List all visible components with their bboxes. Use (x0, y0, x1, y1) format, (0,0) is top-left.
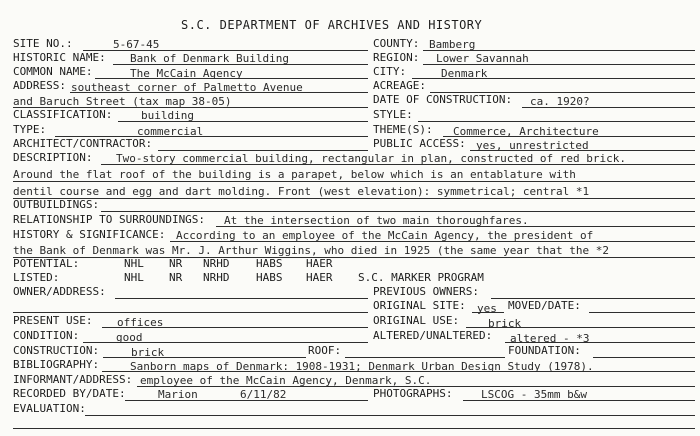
foundation-label: FOUNDATION: (508, 344, 581, 357)
potential-habs: HABS (256, 257, 283, 270)
listed-label: LISTED: (13, 271, 60, 284)
historic-name-value: Bank of Denmark Building (130, 52, 289, 65)
original-site-value: yes (477, 302, 497, 315)
classification-value: building (141, 109, 194, 122)
listed-nhl: NHL (124, 271, 144, 284)
description-line-2 (13, 181, 695, 182)
common-name-value: The McCain Agency (130, 67, 243, 80)
architect-label: ARCHITECT/CONTRACTOR: (13, 137, 153, 150)
owner-line (115, 298, 368, 299)
foundation-line (593, 357, 695, 358)
potential-nr: NR (169, 257, 183, 270)
acreage-label: ACREAGE: (373, 79, 426, 92)
common-name-label: COMMON NAME: (13, 65, 93, 78)
classification-label: CLASSIFICATION: (13, 108, 113, 121)
roof-line (345, 357, 505, 358)
description-label: DESCRIPTION: (13, 151, 93, 164)
altered-value: altered - *3 (510, 332, 590, 345)
county-label: COUNTY: (373, 37, 420, 50)
history-label: HISTORY & SIGNIFICANCE: (13, 228, 166, 241)
form-header: S.C. DEPARTMENT OF ARCHIVES AND HISTORY (181, 18, 483, 32)
address-value-2: and Baruch Street (tax map 38-05) (13, 95, 232, 108)
owner-label: OWNER/ADDRESS: (13, 285, 106, 298)
evaluation-label: EVALUATION: (13, 402, 86, 415)
description-value-2: Around the flat roof of the building is a parapet, below which is an entablature with (13, 168, 576, 181)
address-label: ADDRESS: (13, 79, 66, 92)
informant-label: INFORMANT/ADDRESS: (13, 373, 133, 386)
description-value-1: Two-story commercial building, rectangular in plan, constructed of red brick. (116, 152, 626, 165)
bibliography-label: BIBLIOGRAPHY: (13, 358, 100, 371)
history-value-1: According to an employee of the McCain Agency, the president of (176, 229, 594, 242)
style-line (418, 121, 695, 122)
recorded-by-value: Marion (158, 388, 198, 401)
construction-value: brick (131, 346, 165, 359)
recorded-date-value: 6/11/82 (240, 388, 287, 401)
outbuildings-line (101, 211, 695, 212)
potential-haer: HAER (306, 257, 333, 270)
description-line-3 (13, 198, 695, 199)
evaluation-line (85, 415, 695, 416)
listed-nrhd: NRHD (203, 271, 230, 284)
potential-nrhd: NRHD (203, 257, 230, 270)
previous-owners-label: PREVIOUS OWNERS: (373, 285, 479, 298)
original-site-label: ORIGINAL SITE: (373, 299, 466, 312)
type-label: TYPE: (13, 123, 47, 136)
owner-line-2 (13, 312, 368, 313)
architect-line (158, 150, 368, 151)
present-use-value: offices (117, 316, 164, 329)
informant-value: employee of the McCain Agency, Denmark, S.C. (140, 374, 432, 387)
type-value: commercial (137, 125, 204, 138)
city-label: CITY: (373, 65, 407, 78)
marker-program: S.C. MARKER PROGRAM (358, 271, 484, 284)
photographs-label: PHOTOGRAPHS: (373, 387, 453, 400)
date-value: ca. 1920? (530, 95, 590, 108)
county-value: Bamberg (429, 38, 476, 51)
address-value-1: southeast corner of Palmetto Avenue (71, 81, 303, 94)
recorded-label: RECORDED BY/DATE: (13, 387, 126, 400)
style-label: STYLE: (373, 108, 413, 121)
history-line-2 (13, 257, 695, 258)
relationship-label: RELATIONSHIP TO SURROUNDINGS: (13, 213, 206, 226)
city-value: Denmark (441, 67, 488, 80)
region-label: REGION: (373, 51, 420, 64)
public-access-label: PUBLIC ACCESS: (373, 137, 466, 150)
construction-label: CONSTRUCTION: (13, 344, 100, 357)
moved-label: MOVED/DATE: (508, 299, 581, 312)
bibliography-value: Sanborn maps of Denmark: 1908-1931; Denmark Urban Design Study (1978). (130, 360, 594, 373)
condition-value: good (116, 331, 143, 344)
history-value-2: the Bank of Denmark was Mr. J. Arthur Wiggins, who died in 1925 (the same year that the *2 (13, 244, 610, 257)
potential-label: POTENTIAL: (13, 257, 80, 270)
outbuildings-label: OUTBUILDINGS: (13, 198, 100, 211)
altered-label: ALTERED/UNALTERED: (373, 329, 493, 342)
region-value: Lower Savannah (436, 52, 529, 65)
listed-nr: NR (169, 271, 183, 284)
site-no-value: 5-67-45 (113, 38, 160, 51)
site-no-label: SITE NO.: (13, 37, 73, 50)
description-value-3: dentil course and egg and dart molding. Front (west elevation): symmetrical; central *1 (13, 185, 590, 198)
listed-habs: HABS (256, 271, 283, 284)
date-label: DATE OF CONSTRUCTION: (373, 93, 513, 106)
public-access-value: yes, unrestricted (476, 139, 589, 152)
themes-value: Commerce, Architecture (453, 125, 599, 138)
potential-nhl: NHL (124, 257, 144, 270)
moved-line (589, 312, 695, 313)
original-use-value: brick (488, 317, 522, 330)
listed-haer: HAER (306, 271, 333, 284)
relationship-value: At the intersection of two main thoroughfares. (224, 214, 529, 227)
original-use-label: ORIGINAL USE: (373, 314, 460, 327)
historic-name-label: HISTORIC NAME: (13, 51, 106, 64)
present-use-label: PRESENT USE: (13, 314, 93, 327)
photographs-value: LSCOG - 35mm b&w (481, 388, 587, 401)
themes-label: THEME(S): (373, 123, 433, 136)
roof-label: ROOF: (308, 344, 342, 357)
condition-label: CONDITION: (13, 329, 80, 342)
evaluation-line-2 (13, 428, 695, 429)
